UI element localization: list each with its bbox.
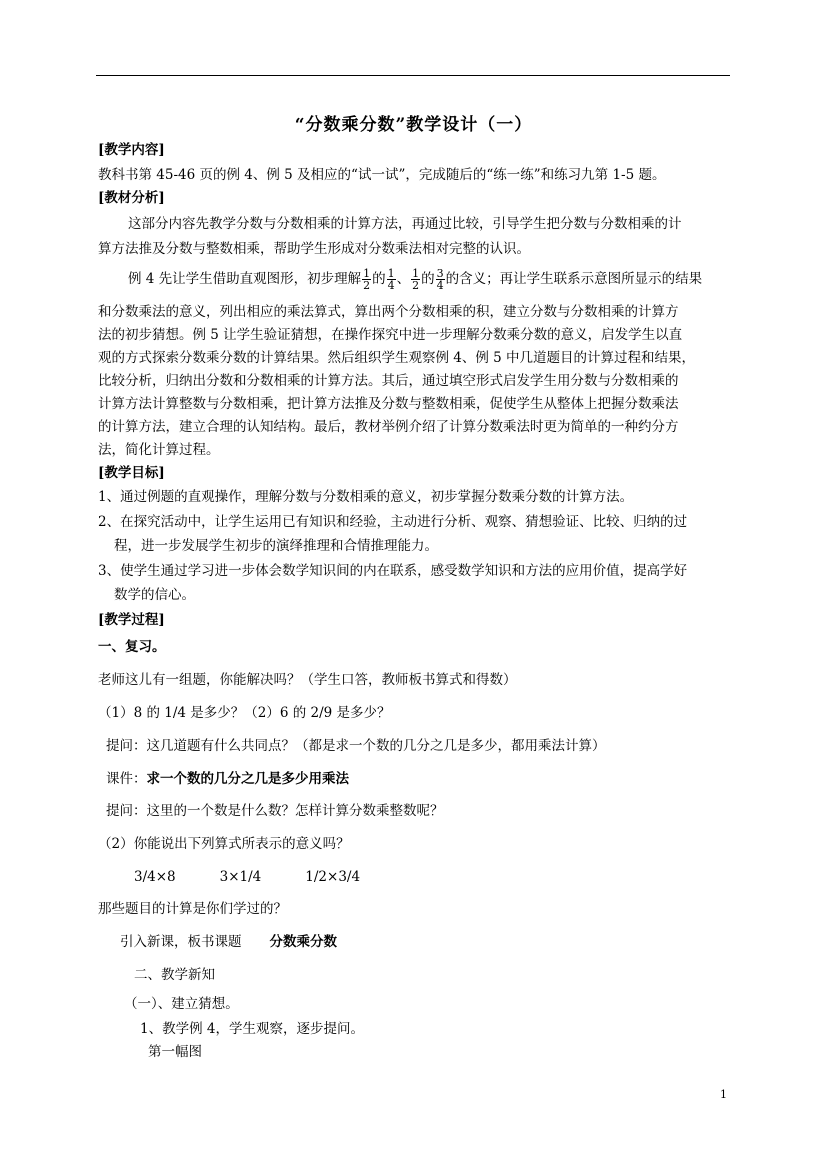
fraction — [411, 268, 420, 291]
paragraph-line: 这部分内容先教学分数与分数相乘的计算方法，再通过比较，引导学生把分数与分数相乘的计 — [128, 216, 682, 232]
text-line: 第一幅图 — [148, 1044, 202, 1060]
intro-label: 引入新课，板书课题 — [120, 934, 242, 950]
fraction — [387, 268, 396, 291]
header-rule — [96, 75, 730, 76]
goal-item: 2、在探究活动中，让学生运用已有知识和经验，主动进行分析、观察、猜想验证、比较、归纳的过 — [98, 514, 688, 530]
courseware-text: 求一个数的几分之几是多少用乘法 — [146, 771, 349, 787]
expressions-line — [134, 866, 360, 888]
courseware-line — [106, 768, 349, 790]
paragraph-line-with-fractions — [128, 268, 702, 291]
document-title: “分数乘分数”教学设计（一） — [294, 115, 533, 135]
text-line: （2）你能说出下列算式所表示的意义吗？ — [98, 836, 350, 852]
text-line: 提问：这几道题有什么共同点？（都是求一个数的几分之几是多少，都用乘法计算） — [106, 738, 606, 754]
text-fragment: 的含义；再让学生联系示意图所显示的结果 — [445, 271, 703, 287]
fraction-numerator: 1 — [387, 267, 395, 280]
subheading-review: 一、复习。 — [98, 639, 166, 655]
fraction-denominator: 2 — [363, 279, 371, 292]
section-heading-content: [教学内容] — [98, 142, 165, 158]
fraction-numerator: 1 — [363, 267, 371, 280]
text-fragment: 例 4 先让学生借助直观图形，初步理解 — [128, 271, 362, 287]
paragraph-line: 法，简化计算过程。 — [98, 442, 220, 458]
paragraph-line: 计算方法计算整数与分数相乘，把计算方法推及分数与整数相乘，促使学生从整体上把握分数乘法 — [98, 396, 679, 412]
expression: 3×1/4 — [219, 869, 262, 885]
goal-item: 1、通过例题的直观操作，理解分数与分数相乘的意义，初步掌握分数乘分数的计算方法。 — [98, 489, 634, 505]
text-line: 1、教学例 4，学生观察，逐步提问。 — [140, 1021, 364, 1037]
paragraph-line: 观的方式探索分数乘分数的计算结果。然后组织学生观察例 4、例 5 中几道题目的计算过程和结果， — [98, 350, 696, 366]
paragraph-line: 算方法推及分数与整数相乘，帮助学生形成对分数乘法相对完整的认识。 — [98, 241, 530, 257]
page-number: 1 — [720, 1088, 727, 1101]
expression: 1/2×3/4 — [305, 869, 361, 885]
lesson-title: 分数乘分数 — [269, 934, 337, 950]
fraction-numerator: 1 — [412, 267, 420, 280]
text-line: （一）、建立猜想。 — [124, 996, 239, 1012]
goal-item: 3、使学生通过学习进一步体会数学知识间的内在联系，感受数学知识和方法的应用价值，提高学好 — [98, 563, 688, 579]
text-line: 老师这儿有一组题，你能解决吗？（学生口答，教师板书算式和得数） — [98, 672, 517, 688]
paragraph-line: 法的初步猜想。例 5 让学生验证猜想，在操作探究中进一步理解分数乘分数的意义，启发学生以直 — [98, 327, 683, 343]
text-fragment: 的 — [421, 271, 435, 287]
expression: 3/4×8 — [134, 869, 176, 885]
fraction-numerator: 3 — [436, 267, 444, 280]
section-heading-process: [教学过程] — [98, 612, 165, 628]
fraction-denominator: 2 — [412, 279, 420, 292]
text-fragment: 的 — [372, 271, 386, 287]
text-line: （1）8 的 1/4 是多少？（2）6 的 2/9 是多少？ — [98, 705, 391, 721]
content-text: 教科书第 45-46 页的例 4、例 5 及相应的“试一试”，完成随后的“练一练”和练习九第 1-5 题。 — [98, 167, 666, 183]
text-line: 二、教学新知 — [134, 967, 215, 983]
section-heading-analysis: [教材分析] — [98, 190, 165, 206]
fraction-denominator: 4 — [436, 279, 444, 292]
section-heading-goals: [教学目标] — [98, 465, 165, 481]
goal-item-cont: 程，进一步发展学生初步的演绎推理和合情推理能力。 — [114, 538, 438, 554]
text-fragment: 、 — [396, 271, 411, 287]
goal-item-cont: 数学的信心。 — [114, 587, 195, 603]
courseware-label: 课件： — [106, 771, 147, 787]
paragraph-line: 比较分析，归纳出分数和分数相乘的计算方法。其后，通过填空形式启发学生用分数与分数相乘的 — [98, 373, 679, 389]
intro-line — [120, 931, 337, 953]
fraction — [436, 268, 445, 291]
fraction — [362, 268, 371, 291]
paragraph-line: 和分数乘法的意义，列出相应的乘法算式，算出两个分数相乘的积，建立分数与分数相乘的计算方 — [98, 304, 679, 320]
fraction-denominator: 4 — [387, 279, 395, 292]
paragraph-line: 的计算方法，建立合理的认知结构。最后，教材举例介绍了计算分数乘法时更为简单的一种约分方 — [98, 419, 679, 435]
text-line: 那些题目的计算是你们学过的？ — [98, 901, 287, 917]
text-line: 提问：这里的一个数是什么数？怎样计算分数乘整数呢？ — [106, 803, 444, 819]
